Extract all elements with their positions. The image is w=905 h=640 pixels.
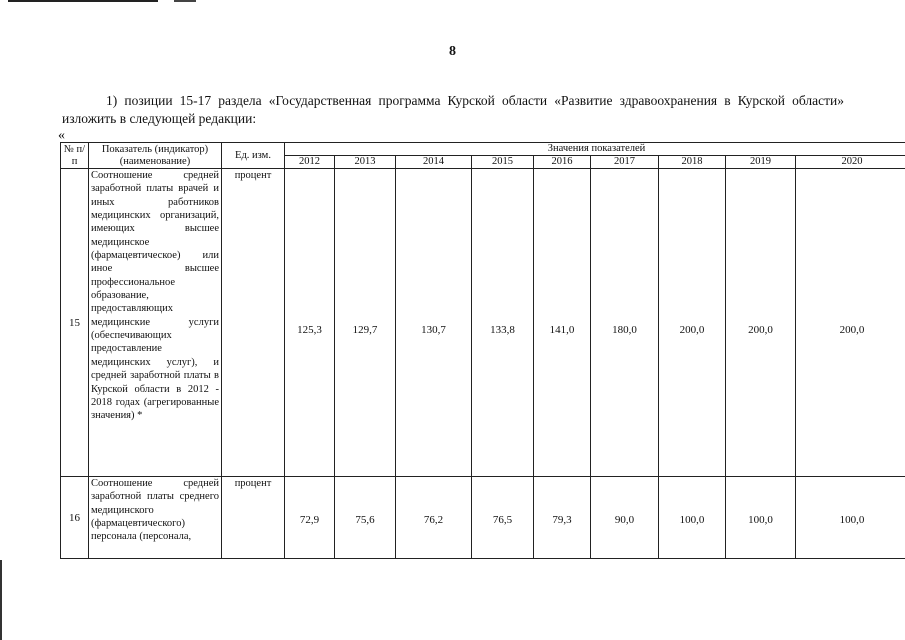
header-num: № п/п	[61, 143, 89, 169]
scan-artifact-edge	[0, 560, 2, 640]
value-cell: 76,5	[472, 477, 534, 559]
value-cell: 200,0	[796, 169, 905, 477]
header-values: Значения показателей	[285, 143, 905, 156]
value-cell: 100,0	[726, 477, 796, 559]
table-row	[61, 169, 905, 477]
row-number: 15	[61, 169, 89, 477]
year-header: 2016	[534, 156, 591, 169]
value-cell: 125,3	[285, 169, 335, 477]
indicator-name: Соотношение средней заработной платы среднего медицинского (фармацевтического) персонала (персонала,	[89, 477, 222, 559]
indicators-table	[60, 142, 905, 559]
value-cell: 200,0	[726, 169, 796, 477]
indicator-name: Соотношение средней заработной платы врачей и иных работников медицинских организаций, имеющих высшее медицинское (фармацевтическое) или иное высшее профессиональное образование, предоставляющих медицинские услуги (обеспечивающих предоставление медицинских услуг), и средней заработной платы в Курской области в 2012 - 2018 годах (агрегированные значения) *	[89, 169, 222, 477]
header-unit: Ед. изм.	[222, 143, 285, 169]
header-indicator: Показатель (индикатор) (наименование)	[89, 143, 222, 169]
value-cell: 100,0	[659, 477, 726, 559]
year-header: 2017	[591, 156, 659, 169]
row-number: 16	[61, 477, 89, 559]
value-cell: 141,0	[534, 169, 591, 477]
value-cell: 133,8	[472, 169, 534, 477]
scan-artifact-line	[174, 0, 196, 2]
year-header: 2019	[726, 156, 796, 169]
unit-cell: процент	[222, 477, 285, 559]
unit-cell: процент	[222, 169, 285, 477]
value-cell: 79,3	[534, 477, 591, 559]
value-cell: 90,0	[591, 477, 659, 559]
year-header: 2018	[659, 156, 726, 169]
value-cell: 200,0	[659, 169, 726, 477]
value-cell: 130,7	[396, 169, 472, 477]
value-cell: 75,6	[335, 477, 396, 559]
value-cell: 180,0	[591, 169, 659, 477]
intro-paragraph: 1) позиции 15-17 раздела «Государственная программа Курской области «Развитие здравоохранения в Курской области» изложить в следующей редакции:	[62, 93, 844, 126]
value-cell: 76,2	[396, 477, 472, 559]
year-header: 2014	[396, 156, 472, 169]
opening-quote: «	[58, 128, 65, 143]
year-header: 2020	[796, 156, 905, 169]
value-cell: 72,9	[285, 477, 335, 559]
value-cell: 100,0	[796, 477, 905, 559]
year-header: 2012	[285, 156, 335, 169]
scan-artifact-line	[8, 0, 158, 2]
table-row	[61, 477, 905, 559]
page-number: 8	[449, 44, 456, 59]
year-header: 2013	[335, 156, 396, 169]
value-cell: 129,7	[335, 169, 396, 477]
year-header: 2015	[472, 156, 534, 169]
